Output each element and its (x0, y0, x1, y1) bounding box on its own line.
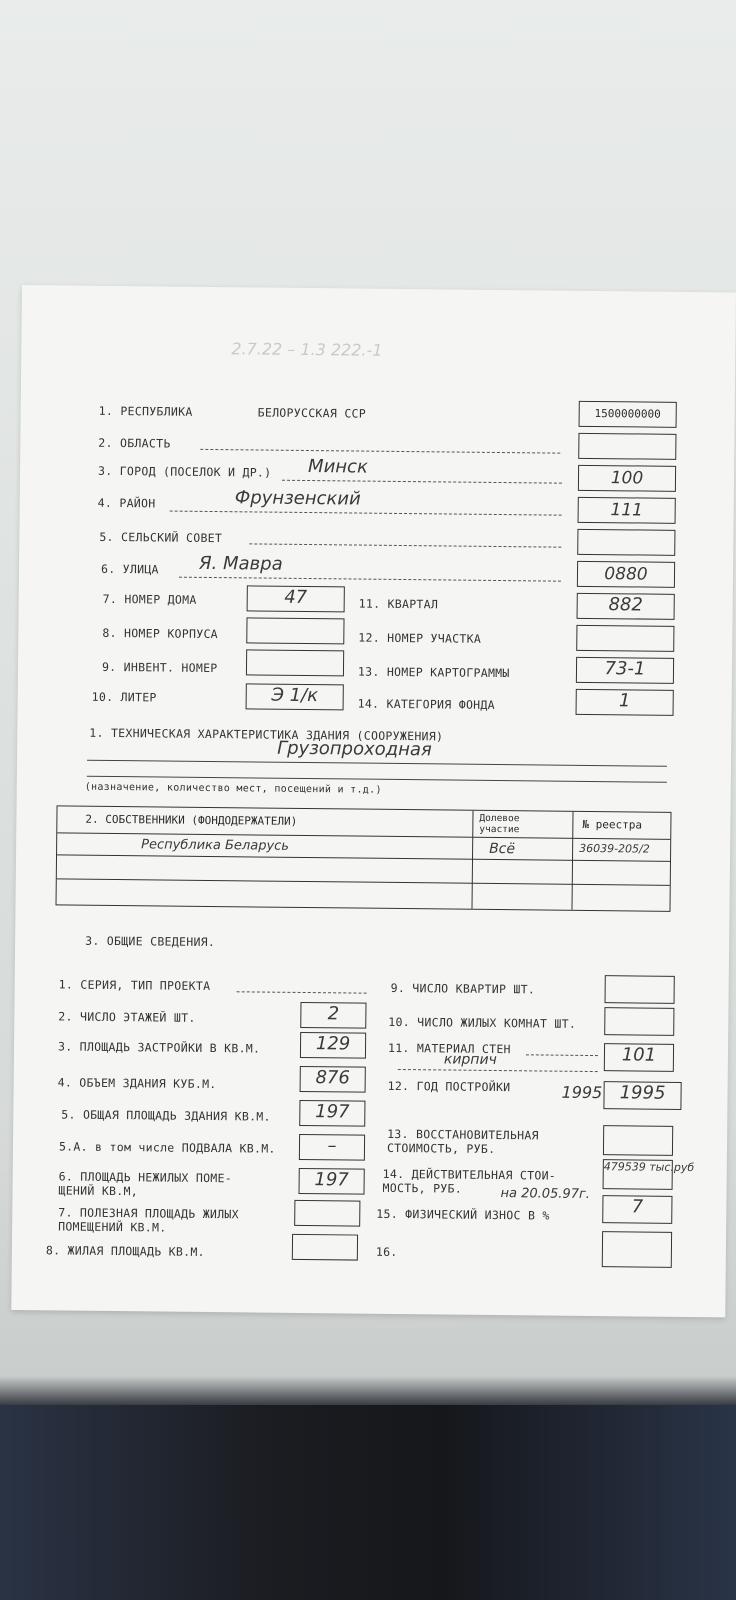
basement-area-box (299, 1134, 365, 1161)
general-label-apartments: 9. ЧИСЛО КВАРТИР ШТ. (390, 980, 536, 997)
house-number-box (247, 585, 345, 612)
general-label-total-area: 5. ОБЩАЯ ПЛОЩАДЬ ЗДАНИЯ КВ.М. (61, 1107, 271, 1124)
code-box-region (578, 433, 676, 460)
field-label-liter: 10. ЛИТЕР (91, 689, 157, 705)
tech-characteristic-underline (87, 760, 667, 767)
general-label-actual-cost: 14. ДЕЙСТВИТЕЛЬНАЯ СТОИ- МОСТЬ, РУБ. (382, 1166, 557, 1196)
field-label-region: 2. ОБЛАСТЬ (98, 435, 171, 451)
plot-number-box (576, 625, 674, 652)
build-year-value: 1995 (619, 1082, 666, 1104)
document-sheet (11, 285, 736, 1317)
faint-handwritten-note: 2.7.22 – 1.3 222.-1 (231, 339, 383, 360)
owners-col-share: Долевое участие (479, 812, 520, 836)
code-value-city: 100 (610, 468, 644, 489)
nonresidential-area-value: 197 (314, 1169, 349, 1191)
rooms-box (604, 1007, 674, 1036)
general-label-useful-area: 7. ПОЛЕЗНАЯ ПЛОЩАДЬ ЖИЛЫХ ПОМЕЩЕНИЙ КВ.М. (58, 1205, 239, 1235)
liter-box (246, 683, 344, 710)
owners-table (56, 805, 672, 911)
liter-value: Э 1/к (271, 684, 319, 707)
street-underline (179, 577, 561, 582)
build-area-value: 129 (315, 1033, 351, 1055)
cartogram-number-box (576, 657, 674, 684)
field-label-house-number: 7. НОМЕР ДОМА (102, 591, 197, 607)
field-value-republic: БЕЛОРУССКАЯ ССР (257, 405, 367, 421)
general-label-physical-wear: 15. ФИЗИЧЕСКИЙ ИЗНОС В % (376, 1206, 550, 1223)
actual-cost-date: на 20.05.97г. (500, 1186, 591, 1202)
wall-material-box (604, 1043, 674, 1072)
village-council-underline (249, 543, 561, 547)
owners-table-row-line-2 (57, 878, 670, 885)
field-label-village-council: 5. СЕЛЬСКИЙ СОВЕТ (99, 529, 223, 546)
volume-box (300, 1066, 366, 1093)
restoration-cost-box (603, 1125, 673, 1156)
owner-name: Республика Беларусь (141, 837, 290, 854)
quarter-value: 882 (608, 594, 643, 616)
build-year-extra: 1995 (561, 1082, 603, 1103)
field-value-city: Минск (308, 456, 368, 478)
owners-table-row-line (57, 854, 670, 861)
owner-registry: 36039-205/2 (579, 841, 650, 856)
general-label-restoration-cost: 13. ВОССТАНОВИТЕЛЬНАЯ СТОИМОСТЬ, РУБ. (386, 1126, 539, 1157)
apartments-box (605, 975, 675, 1004)
code-box-district (578, 497, 676, 524)
background-floor (0, 1405, 736, 1600)
basement-area-value: – (327, 1135, 337, 1157)
general-label-16: 16. (375, 1244, 398, 1259)
tech-characteristic-title: 1. ТЕХНИЧЕСКАЯ ХАРАКТЕРИСТИКА ЗДАНИЯ (СООРУЖЕНИЯ) (89, 725, 444, 744)
wall-material-text: кирпич (443, 1051, 497, 1069)
code-box-village-council (577, 529, 675, 556)
field-label-cartogram-number: 13. НОМЕР КАРТОГРАММЫ (357, 664, 510, 681)
general-label-volume: 4. ОБЪЕМ ЗДАНИЯ КУБ.М. (57, 1075, 217, 1092)
physical-wear-value: 7 (631, 1196, 644, 1218)
general-label-build-year: 12. ГОД ПОСТРОЙКИ (387, 1078, 511, 1095)
owners-col-owner: 2. СОБСТВЕННИКИ (ФОНДОДЕРЖАТЕЛИ) (85, 812, 298, 828)
general-info-title: 3. ОБЩИЕ СВЕДЕНИЯ. (85, 933, 216, 950)
field-label-quarter: 11. КВАРТАЛ (358, 596, 439, 612)
field-label-plot-number: 12. НОМЕР УЧАСТКА (358, 630, 482, 646)
total-area-value: 197 (315, 1101, 350, 1123)
cartogram-number-value: 73-1 (604, 658, 646, 680)
volume-value: 876 (315, 1067, 350, 1089)
owner-share: Всё (489, 840, 516, 858)
building-number-box (246, 617, 344, 644)
floors-value: 2 (327, 1003, 340, 1025)
field-label-fund-category: 14. КАТЕГОРИЯ ФОНДА (357, 696, 495, 712)
general-label-basement-area: 5.А. в том числе ПОДВАЛА КВ.М. (58, 1139, 276, 1156)
general-label-living-area: 8. ЖИЛАЯ ПЛОЩАДЬ КВ.М. (45, 1243, 205, 1259)
total-area-box (299, 1100, 365, 1127)
owners-col-registry: № реестра (582, 817, 643, 832)
city-underline (282, 480, 562, 484)
physical-wear-box (602, 1195, 672, 1224)
region-underline (200, 449, 560, 454)
useful-area-box (294, 1200, 360, 1227)
series-underline (237, 991, 367, 993)
inventory-number-box (246, 649, 344, 676)
general-label-build-area: 3. ПЛОЩАДЬ ЗАСТРОЙКИ В КВ.М. (57, 1039, 261, 1056)
field-label-republic: 1. РЕСПУБЛИКА (98, 403, 193, 419)
quarter-box (577, 593, 675, 620)
field-label-district: 4. РАЙОН (97, 495, 156, 511)
floors-box (300, 1002, 366, 1029)
living-area-box (292, 1234, 358, 1261)
wall-material-underline (526, 1054, 598, 1056)
general-label-nonresidential-area: 6. ПЛОЩАДЬ НЕЖИЛЫХ ПОМЕ- ЩЕНИЙ КВ.М, (58, 1169, 233, 1199)
fund-category-value: 1 (618, 690, 631, 712)
build-area-box (300, 1032, 366, 1059)
code-box-street (577, 561, 675, 588)
code-value-street: 0880 (604, 564, 648, 585)
field-label-inventory-number: 9. ИНВЕНТ. НОМЕР (101, 659, 218, 676)
code-value-district: 111 (610, 500, 643, 521)
field-label-city: 3. ГОРОД (ПОСЕЛОК И ДР.) (97, 463, 272, 480)
field-label-building-number: 8. НОМЕР КОРПУСА (102, 625, 219, 642)
code-box-city (578, 465, 676, 492)
field-label-street: 6. УЛИЦА (100, 561, 159, 577)
general-label-series: 1. СЕРИЯ, ТИП ПРОЕКТА (58, 977, 211, 994)
field-value-district: Фрунзенский (234, 487, 361, 510)
tech-characteristic-value: Грузопроходная (277, 737, 432, 761)
nonresidential-area-box (298, 1168, 364, 1195)
general-label-wall-material: 11. МАТЕРИАЛ СТЕН (387, 1040, 511, 1057)
tech-characteristic-note: (назначение, количество мест, посещений и т.д.) (84, 781, 382, 796)
house-number-value: 47 (284, 586, 308, 609)
district-underline (170, 511, 562, 516)
code-value-republic: 1500000000 (594, 407, 661, 421)
wall-material-value: 101 (621, 1044, 657, 1066)
code-box-republic (579, 401, 677, 428)
actual-cost-value: 479539 тыс.руб (603, 1160, 695, 1175)
general-label-rooms: 10. ЧИСЛО ЖИЛЫХ КОМНАТ ШТ. (388, 1014, 577, 1031)
wall-material-underline-2 (398, 1069, 598, 1072)
build-year-box (603, 1081, 681, 1110)
general-label-floors: 2. ЧИСЛО ЭТАЖЕЙ ШТ. (58, 1009, 196, 1025)
field-16-box (602, 1231, 672, 1268)
field-value-street: Я. Мавра (198, 552, 283, 575)
fund-category-box (576, 689, 674, 716)
actual-cost-box (603, 1159, 695, 1190)
